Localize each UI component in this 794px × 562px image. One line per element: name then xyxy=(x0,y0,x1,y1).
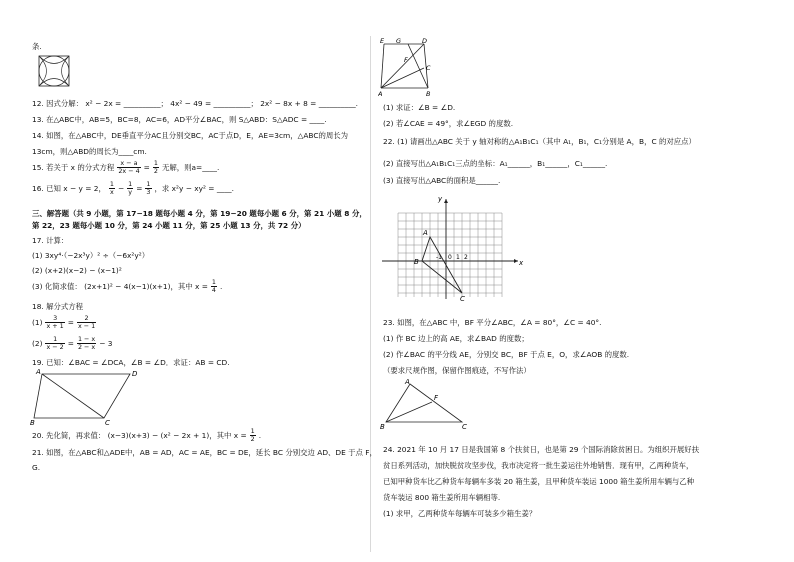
period: . xyxy=(220,282,223,291)
question-16 xyxy=(32,181,234,196)
question-23: 23. 如图，在△ABC 中，BF 平分∠ABC，∠A = 80°，∠C = 40°. xyxy=(383,318,602,327)
section-3-heading-line2: 第 22，23 题每小题 10 分，第 24 小题 11 分，第 25 小题 13 分，共 72 分） xyxy=(32,221,306,230)
label-A: A xyxy=(36,368,41,376)
figure-petals xyxy=(39,56,69,86)
question-14-line2: 13cm，则△ABD的周长为____cm. xyxy=(32,147,147,156)
tick-1: 1 xyxy=(456,254,460,261)
question-18-part2 xyxy=(32,336,112,351)
fraction: $\frac{1}{2}$ xyxy=(250,427,255,443)
period: . xyxy=(258,431,262,440)
question-15-prefix: 15. 若关于 x 的分式方程 xyxy=(32,163,115,172)
question-12: 12. 因式分解： x² − 2x = __________； 4x² − 49 = __________； 2x² − 8x + 8 = __________. xyxy=(32,99,359,108)
y-axis-label: y xyxy=(438,195,443,203)
fraction: $\frac{2}{x - 1}$ xyxy=(77,314,96,330)
question-21-line1: 21. 如图，在△ABC和△ADE中，AB = AD，AC = AE，BC = DE，延长 BC 分别交边 AD、DE 于点 F， xyxy=(32,448,377,457)
fraction: $\frac{1}{y}$ xyxy=(128,180,133,196)
label-C: C xyxy=(426,64,431,72)
equals-sign: = xyxy=(136,184,143,193)
fraction: $\frac{1}{4}$ xyxy=(211,278,216,294)
section-3-heading-line1: 三、解答题（共 9 小题，第 17−18 题每小题 4 分，第 19−20 题每小题 6 分，第 21 小题 8 分， xyxy=(32,209,367,218)
part-label: (2) xyxy=(32,339,43,348)
label-C: C xyxy=(105,419,110,426)
fraction: $\frac{1}{x}$ xyxy=(109,180,114,196)
question-17-part2: (2) (x+2)(x−2) − (x−1)² xyxy=(32,266,122,275)
label-G: G xyxy=(396,38,402,45)
equals-sign: = xyxy=(67,339,74,348)
question-20-text: 20. 先化简，再求值： (x−3)(x+3) − (x² − 2x + 1)，其中 x = xyxy=(32,431,247,440)
triangle-ABC xyxy=(422,237,462,293)
question-23-part1: (1) 作 BC 边上的高 AE，求∠BAD 的度数； xyxy=(383,334,529,343)
question-13: 13. 在△ABC中，AB=5，BC=8，AC=6，AD平分∠BAC，则 S△ABD：S△ADC = ____. xyxy=(32,115,327,124)
column-divider xyxy=(370,36,371,552)
equals-sign: = xyxy=(143,163,150,172)
figure-19-parallelogram xyxy=(30,368,140,426)
question-16-suffix: ，求 x²y − xy² = ____. xyxy=(154,184,234,193)
label-D: D xyxy=(132,370,138,378)
question-24-part1: (1) 求甲，乙两种货车每辆车可装多少箱生姜？ xyxy=(383,509,537,518)
question-23-note: （要求尺规作图，保留作图痕迹，不写作法） xyxy=(383,366,531,375)
four-petal-figure xyxy=(38,55,70,87)
question-17-part1: (1) 3xy⁴·（−2x³y）² ÷（−6x²y²） xyxy=(32,251,150,260)
question-23-part2: (2) 作∠BAC 的平分线 AE，分别交 BC，BF 于点 E，O，求∠AOB 的度数. xyxy=(383,350,630,359)
label-E: E xyxy=(380,38,385,45)
label-C: C xyxy=(460,295,465,303)
question-15-suffix: 无解，则a=____. xyxy=(161,163,220,172)
question-22-part2: (2) 直接写出△A₁B₁C₁三点的坐标：A₁______，B₁______，C₁______. xyxy=(383,159,608,168)
label-A: A xyxy=(378,90,383,98)
question-24-line4: 货车装运 800 箱生姜所用车辆相等. xyxy=(383,493,501,502)
question-22-part1: 22. (1) 请画出△ABC 关于 y 轴对称的△A₁B₁C₁（其中 A₁，B₁，C₁分别是 A，B，C 的对应点） xyxy=(383,137,696,146)
fraction: $\frac{1 - x}{2 - x}$ xyxy=(77,335,96,351)
question-14-line1: 14. 如图，在△ABC中，DE垂直平分AC且分别交BC，AC于点D，E，AE=3cm，△ABC的周长为 xyxy=(32,131,349,140)
question-24-line2: 贫日系列活动，加快脱贫攻坚步伐，我市决定将一批生姜运往外地销售．现有甲，乙两种货车， xyxy=(383,461,694,470)
label-F: F xyxy=(404,56,408,64)
question-24-line3: 已知甲种货车比乙种货车每辆车多装 20 箱生姜，且甲种货车装运 1000 箱生姜所用车辆与乙种 xyxy=(383,477,695,486)
label-C: C xyxy=(462,423,467,430)
x-axis-label: x xyxy=(519,259,524,267)
fraction: $\frac{1}{3}$ xyxy=(146,180,151,196)
fraction: $\frac{3}{x + 1}$ xyxy=(46,314,64,330)
label-F: F xyxy=(434,394,439,402)
label-A: A xyxy=(423,229,428,237)
tick-2: 2 xyxy=(464,254,468,261)
question-18: 18. 解分式方程 xyxy=(32,302,84,311)
question-21-line2: G. xyxy=(32,463,41,472)
question-16-prefix: 16. 已知 x − y = 2， xyxy=(32,184,106,193)
minus-three: − 3 xyxy=(99,339,113,348)
question-24-line1: 24. 2021 年 10 月 17 日是我国第 8 个扶贫日，也是第 29 个国际消除贫困日。为组织开展好扶 xyxy=(383,445,700,454)
label-B: B xyxy=(414,258,419,266)
label-D: D xyxy=(422,38,428,45)
figure-23-triangle xyxy=(380,378,470,430)
question-17: 17. 计算： xyxy=(32,236,69,245)
question-22-part3: (3) 直接写出△ABC的面积是______. xyxy=(383,176,501,185)
question-17-part3 xyxy=(32,279,222,294)
coordinate-grid xyxy=(376,193,526,303)
label-B: B xyxy=(380,423,385,430)
fraction: $\frac{1}{x - 2}$ xyxy=(46,335,64,351)
minus-sign: − xyxy=(117,184,125,193)
question-17-part3-text: (3) 化简求值： (2x+1)² − 4(x−1)(x+1)，其中 x = xyxy=(32,282,208,291)
tick-minus1: -1 xyxy=(436,254,442,261)
question-15-left-fraction: $\frac{x - a}{2x - 4}$ xyxy=(118,159,140,175)
equals-sign: = xyxy=(67,318,74,327)
question-20 xyxy=(32,428,261,443)
question-21-part2: (2) 若∠CAE = 49°，求∠EGD 的度数. xyxy=(383,119,514,128)
question-15 xyxy=(32,160,219,175)
label-B: B xyxy=(426,90,431,98)
question-19: 19. 已知：∠BAC = ∠DCA，∠B = ∠D．求证：AB = CD. xyxy=(32,358,230,367)
label-A: A xyxy=(405,378,410,386)
continued-text: 条. xyxy=(32,42,42,51)
label-B: B xyxy=(30,419,35,426)
question-21-part1: (1) 求证：∠B = ∠D. xyxy=(383,103,456,112)
origin-label: 0 xyxy=(448,254,452,261)
figure-21-triangles xyxy=(378,38,438,98)
question-15-right-fraction: $\frac{1}{2}$ xyxy=(153,159,158,175)
question-18-part1 xyxy=(32,315,97,330)
part-label: (1) xyxy=(32,318,43,327)
